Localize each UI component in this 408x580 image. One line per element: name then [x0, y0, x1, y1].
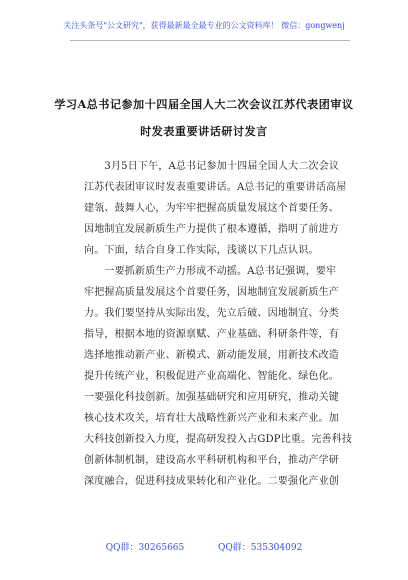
body-line: 牢把握高质量发展这个首要任务，因地制宜发展新质生产: [84, 287, 339, 298]
document-title-line-2: 时发表重要讲话研讨发言: [140, 125, 268, 138]
body-line: 建瓴、鼓舞人心，为牢牢把握高质量发展这个首要任务、: [84, 203, 339, 214]
document-body: [84, 156, 353, 492]
body-line: 向。下面，结合自身工作实际，浅谈以下几点认识。: [84, 245, 319, 256]
body-line: 核心技术攻关，培育壮大战略性新兴产业和未来产业。加: [84, 413, 339, 424]
body-line: 指导，根据本地的资源禀赋、产业基础、科研条件等，有: [84, 329, 339, 340]
footer-qq-group-2[interactable]: QQ群：535304092: [218, 543, 303, 553]
page-header-promo: 关注头条号"公文研究"，获得最新最全最专业的公文资料库！ 微信：gongwenj: [63, 21, 345, 30]
document-title-line-1: 学习A总书记参加十四届全国人大二次会议江苏代表团审议: [54, 98, 354, 111]
page-footer: [0, 540, 408, 553]
body-line: 因地制宜发展新质生产力提供了根本遵循，指明了前进方: [84, 224, 339, 235]
body-line: 大科技创新投入力度，提高研发投入占GDP比重。完善科技: [84, 434, 353, 445]
body-line: 力。我们要坚持从实际出发，先立后破、因地制宜、分类: [84, 308, 339, 319]
body-line: 创新体制机制，建设高水平科研机构和平台，推动产学研: [84, 455, 339, 466]
footer-qq-group-1[interactable]: QQ群：30265665: [105, 543, 185, 553]
body-line: 选择地推动新产业、新模式、新动能发展，用新技术改造: [84, 350, 339, 361]
body-line: 江苏代表团审议时发表重要讲话。A总书记的重要讲话高屋: [84, 182, 347, 193]
body-line: 3月5日下午，A总书记参加十四届全国人大二次会议: [84, 161, 340, 172]
body-line: 深度融合，促进科技成果转化和产业化。二要强化产业创: [84, 476, 339, 487]
body-line: 一要抓新质生产力形成不动摇。A总书记强调，要牢: [84, 266, 337, 277]
body-line: 一要强化科技创新。加强基础研究和应用研究，推动关键: [84, 392, 339, 403]
body-line: 提升传统产业，积极促进产业高端化、智能化、绿色化。: [84, 371, 339, 382]
header-divider: [70, 40, 350, 41]
